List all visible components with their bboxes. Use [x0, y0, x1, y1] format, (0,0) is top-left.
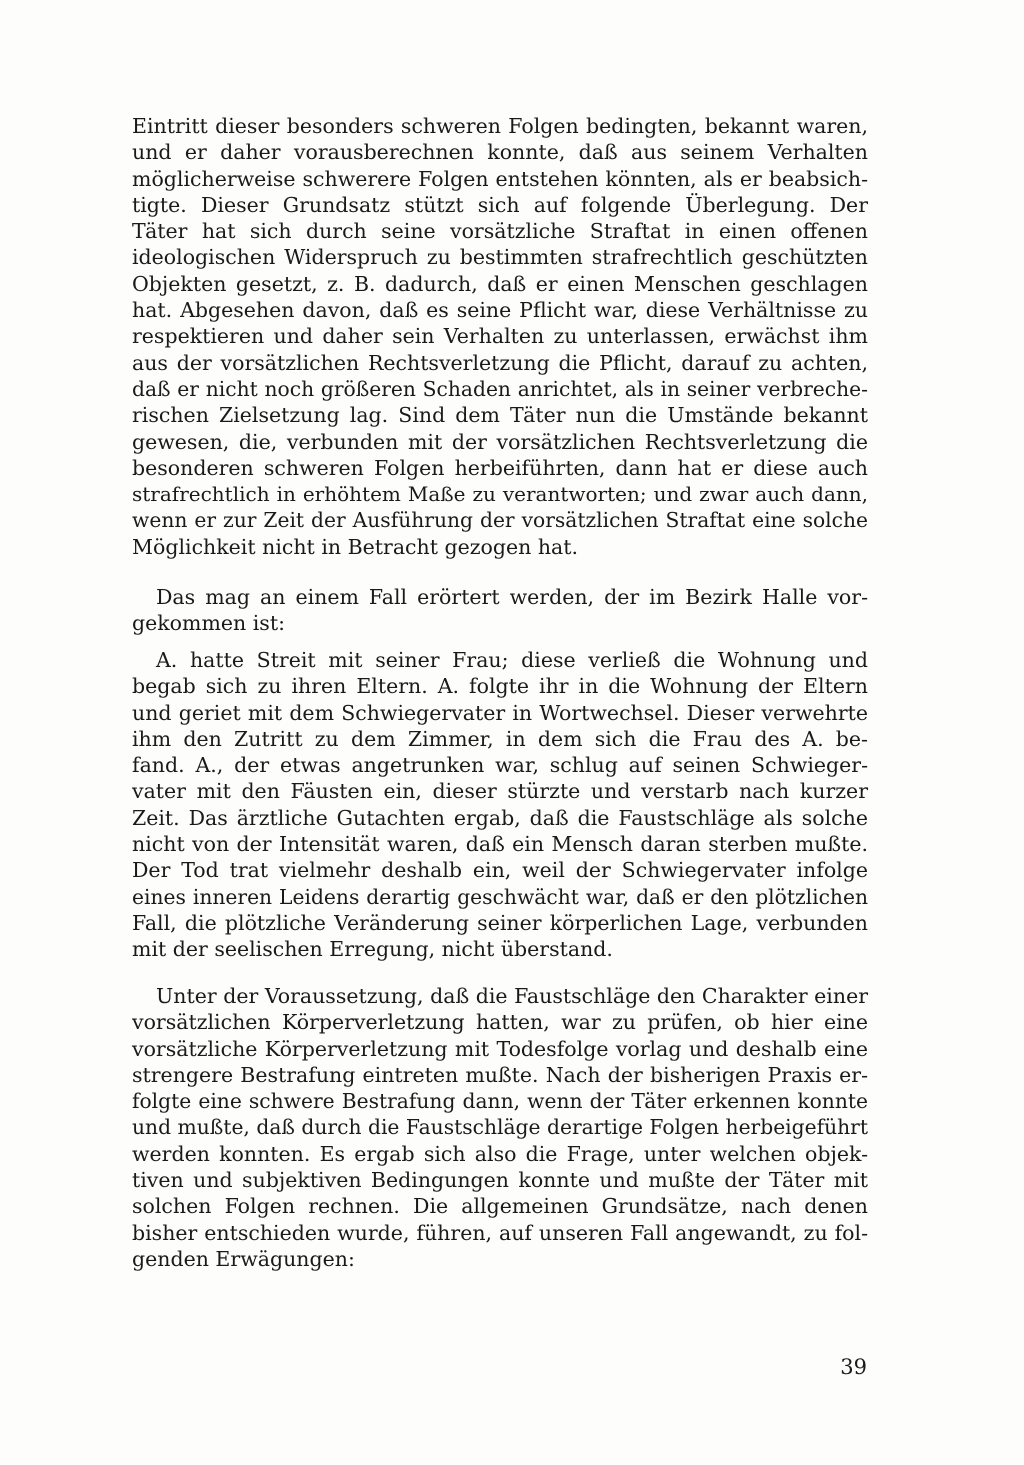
text-line: aus der vorsätzlichen Rechtsverletzung die Pflicht, darauf zu achten,: [132, 350, 868, 375]
text-line: respektieren und daher sein Verhalten zu unterlassen, erwächst ihm: [132, 324, 868, 349]
text-line: bisher entschieden wurde, führen, auf unseren Fall angewandt, zu fol-: [132, 1220, 868, 1245]
text-line: tigte. Dieser Grundsatz stützt sich auf folgende Überlegung. Der: [132, 192, 868, 217]
text-line: strafrechtlich in erhöhtem Maße zu verantworten; und zwar auch dann,: [132, 482, 868, 507]
paragraph-4: [132, 983, 868, 1272]
text-line: eines inneren Leidens derartig geschwächt war, daß er den plötzlichen: [132, 884, 868, 909]
text-line: begab sich zu ihren Eltern. A. folgte ihr in die Wohnung der Eltern: [132, 674, 868, 699]
text-line: Eintritt dieser besonders schweren Folgen bedingten, bekannt waren,: [132, 114, 868, 138]
text-line: vorsätzliche Körperverletzung mit Todesfolge vorlag und deshalb eine: [132, 1036, 868, 1061]
text-line: wenn er zur Zeit der Ausführung der vorsätzlichen Straftat eine solche: [132, 508, 868, 533]
text-line: Zeit. Das ärztliche Gutachten ergab, daß die Faustschläge als solche: [132, 805, 868, 830]
text-line: tiven und subjektiven Bedingungen konnte und mußte der Täter mit: [132, 1168, 868, 1193]
text-line: gekommen ist:: [132, 611, 285, 636]
text-line: strengere Bestrafung eintreten mußte. Nach der bisherigen Praxis er-: [132, 1062, 868, 1087]
text-line: Der Tod trat vielmehr deshalb ein, weil der Schwiegervater infolge: [132, 858, 868, 883]
text-line: und er daher vorausberechnen konnte, daß aus seinem Verhalten: [132, 140, 868, 165]
text-line: nicht von der Intensität waren, daß ein Mensch daran sterben mußte.: [132, 832, 868, 857]
text-line: Unter der Voraussetzung, daß die Faustschläge den Charakter einer: [156, 984, 868, 1008]
text-line: Täter hat sich durch seine vorsätzliche Straftat in einen offenen: [132, 219, 868, 244]
text-line: ihm den Zutritt zu dem Zimmer, in dem sich die Frau des A. be-: [132, 726, 868, 751]
text-line: folgte eine schwere Bestrafung dann, wenn der Täter erkennen konnte: [132, 1089, 868, 1114]
text-line: möglicherweise schwerere Folgen entstehen könnten, als er beabsich-: [132, 166, 868, 191]
text-line: Fall, die plötzliche Veränderung seiner körperlichen Lage, verbunden: [132, 910, 868, 935]
paragraph-2: [132, 584, 868, 637]
text-line: A. hatte Streit mit seiner Frau; diese verließ die Wohnung und: [156, 648, 868, 672]
text-line: mit der seelischen Erregung, nicht überstand.: [132, 937, 613, 962]
text-line: und mußte, daß durch die Faustschläge derartige Folgen herbeigeführt: [132, 1115, 868, 1140]
text-line: daß er nicht noch größeren Schaden anrichtet, als in seiner verbreche-: [132, 376, 868, 401]
text-line: werden konnten. Es ergab sich also die Frage, unter welchen objek-: [132, 1141, 868, 1166]
text-line: Möglichkeit nicht in Betracht gezogen hat.: [132, 534, 579, 559]
text-line: besonderen schweren Folgen herbeiführten, dann hat er diese auch: [132, 455, 868, 480]
page-number: 39: [840, 1355, 867, 1379]
text-line: genden Erwägungen:: [132, 1246, 355, 1271]
paragraph-3: [132, 647, 868, 963]
text-line: hat. Abgesehen davon, daß es seine Pflicht war, diese Verhältnisse zu: [132, 298, 868, 323]
text-line: gewesen, die, verbunden mit der vorsätzlichen Rechtsverletzung die: [132, 429, 868, 454]
text-line: rischen Zielsetzung lag. Sind dem Täter nun die Umstände bekannt: [132, 403, 868, 428]
paragraph-1: [132, 113, 868, 560]
text-line: solchen Folgen rechnen. Die allgemeinen Grundsätze, nach denen: [132, 1194, 868, 1219]
text-line: Objekten gesetzt, z. B. dadurch, daß er einen Menschen geschlagen: [132, 271, 868, 296]
text-line: und geriet mit dem Schwiegervater in Wortwechsel. Dieser verwehrte: [132, 700, 868, 725]
text-line: Das mag an einem Fall erörtert werden, der im Bezirk Halle vor-: [156, 585, 868, 609]
text-line: vater mit den Fäusten ein, dieser stürzte und verstarb nach kurzer: [132, 779, 868, 804]
text-line: fand. A., der etwas angetrunken war, schlug auf seinen Schwieger-: [132, 753, 868, 778]
text-line: vorsätzlichen Körperverletzung hatten, war zu prüfen, ob hier eine: [132, 1010, 868, 1035]
text-line: ideologischen Widerspruch zu bestimmten strafrechtlich geschützten: [132, 245, 868, 270]
